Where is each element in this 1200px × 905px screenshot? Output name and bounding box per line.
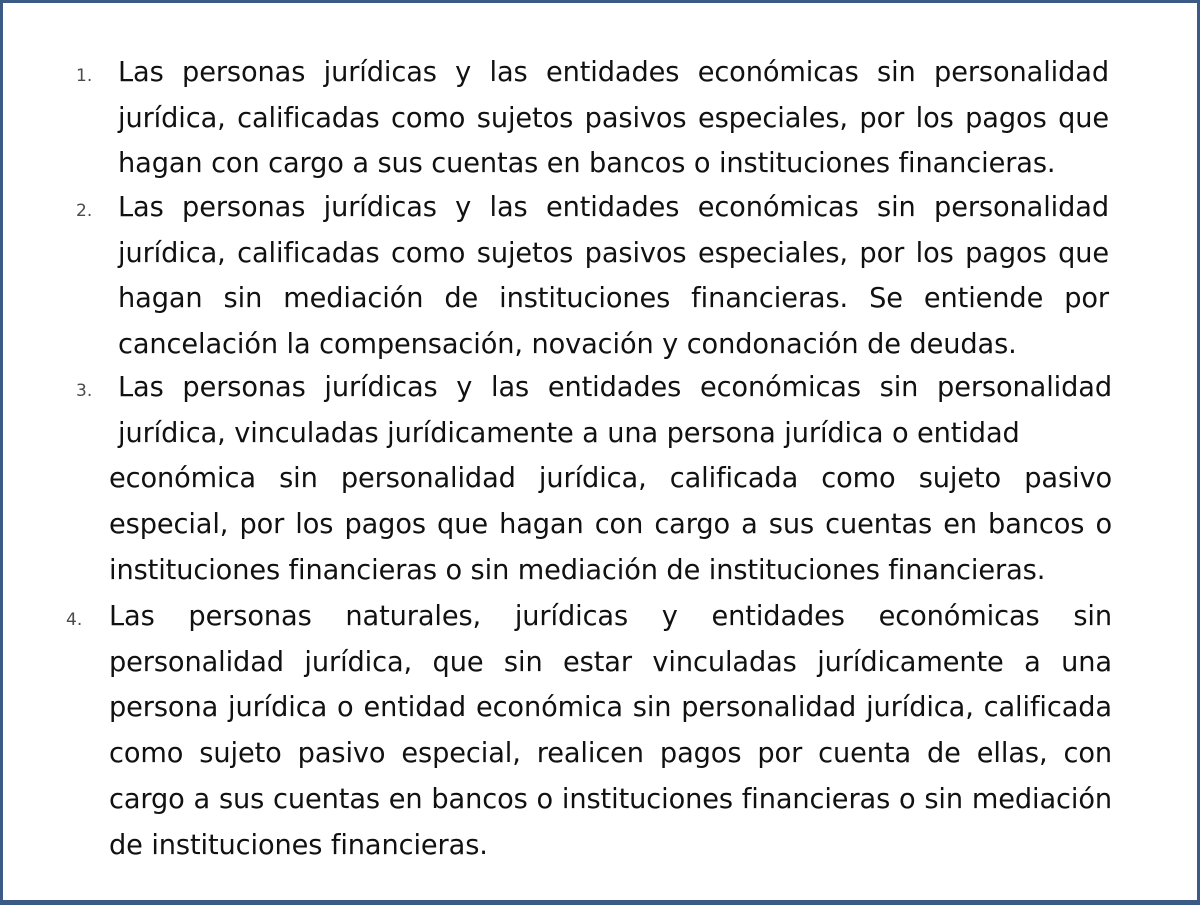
list-item-text: Las personas jurídicas y las entidades económicas sin personalidad jurídica, calificadas como sujetos pasivos especiales, por los pagos que hagan sin mediación de instituciones financieras. Se entiende por cancelación la compensación, novación y condonación de deudas. (118, 192, 1109, 361)
list-item-number: 2. (76, 201, 93, 221)
list-item-text: Las personas naturales, jurídicas y entidades económicas sin personalidad jurídica, que sin estar vinculadas jurídicamente a una persona jurídica o entidad económica sin personalidad jurídica, calificada como sujeto pasivo especial, realicen pagos por cuenta de ellas, con cargo a sus cuentas en bancos o instituciones financieras o sin mediación de instituciones financieras. (109, 601, 1112, 861)
list-item-text-block (109, 365, 1112, 594)
list-item-number: 4. (66, 610, 83, 630)
list-item-text: Las personas jurídicas y las entidades económicas sin personalidad jurídica, vinculadas jurídicamente a una persona jurídica o entidad (118, 372, 1112, 449)
list-item-text: Las personas jurídicas y las entidades económicas sin personalidad jurídica, calificadas como sujetos pasivos especiales, por los pagos que hagan con cargo a sus cuentas en bancos o instituciones financieras. (118, 57, 1109, 180)
list-item-text-continued: económica sin personalidad jurídica, calificada como sujeto pasivo especial, por los pagos que hagan con cargo a sus cuentas en bancos o instituciones financieras o sin mediación de instituciones financieras. (109, 463, 1112, 586)
list-item-number: 1. (76, 66, 93, 86)
list-item-number: 3. (76, 381, 93, 401)
